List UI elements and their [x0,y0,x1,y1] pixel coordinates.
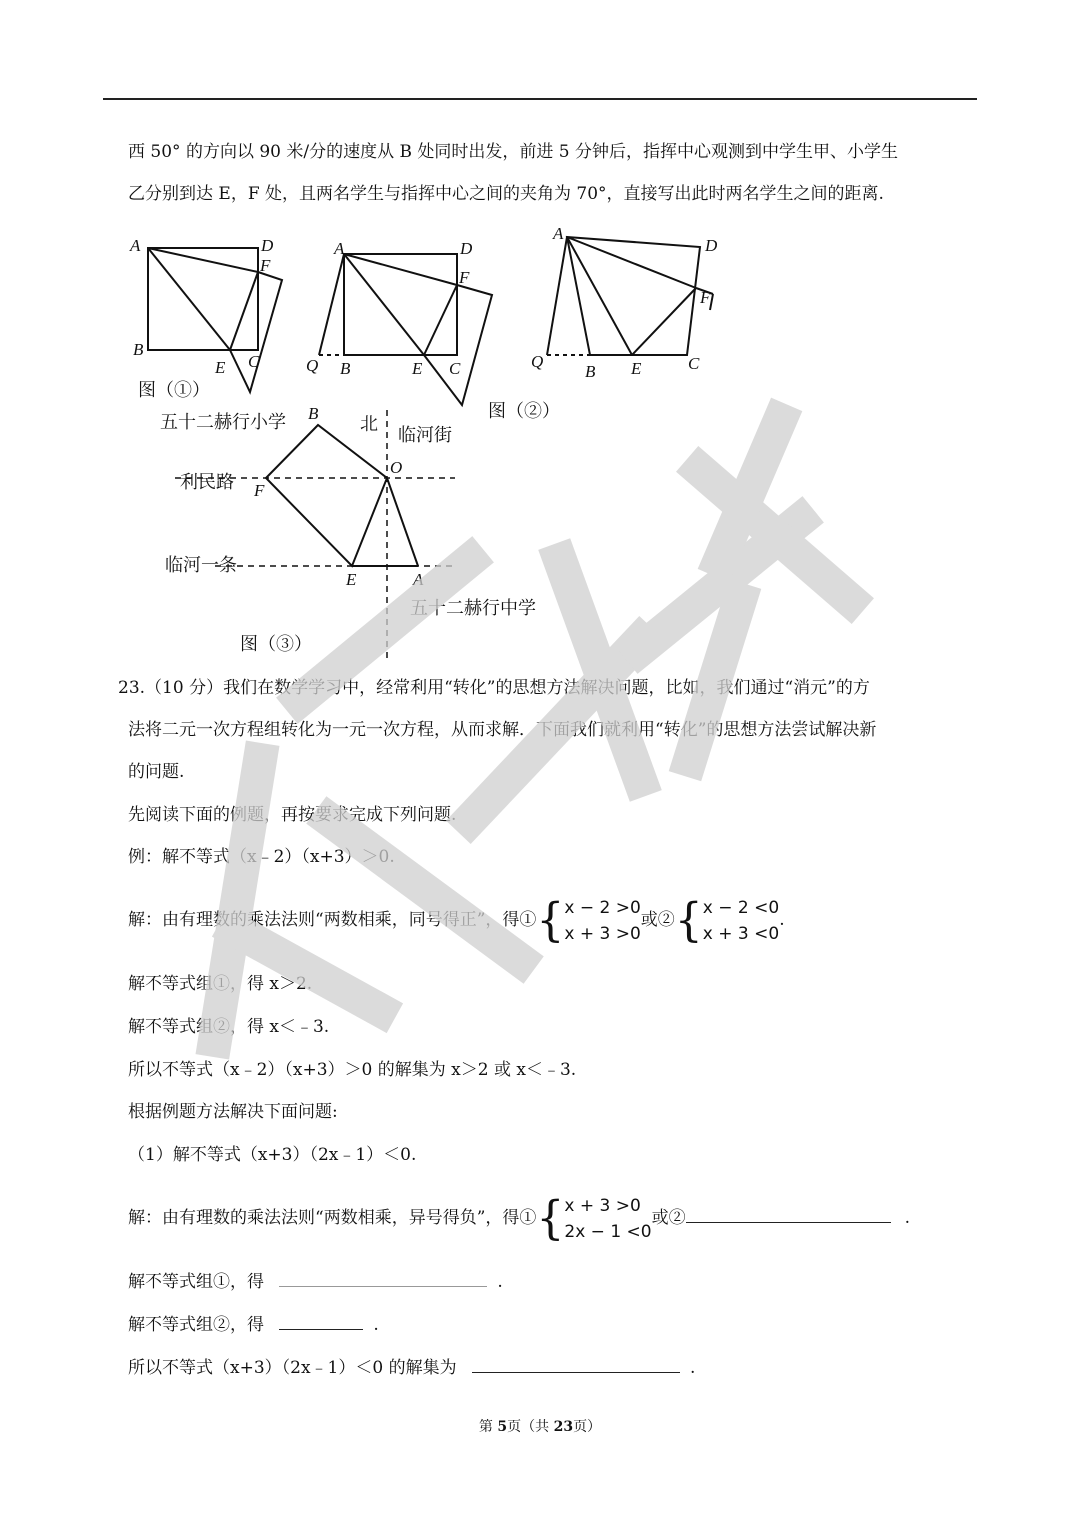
q23-intro-2: 法将二元一次方程组转化为一元一次方程，从而求解．下面我们就利用“转化”的思想方法尝试解决新 [128,720,877,740]
system-2-row-2: x + 3 <0 [702,923,780,944]
footer-post: 页） [573,1419,602,1435]
point-d-fig2: D [460,239,473,258]
point-a-fig3: A [553,224,564,243]
period-d: . [373,1315,379,1335]
point-b-fig1: B [133,340,144,359]
linhe-street-label: 临河街 [398,425,452,446]
system-1-row-1: x − 2 >0 [564,897,641,918]
answer-blank-2[interactable] [279,1313,363,1330]
point-d-fig1: D [261,236,274,255]
footer-mid: 页（共 [507,1419,554,1435]
linhe-yitiao-label: 临河一条 [165,555,237,576]
q23-method: 根据例题方法解决下面问题: [128,1102,338,1122]
or-two-b: 或② [651,1208,686,1228]
blank-1-label: 解不等式组①，得 [128,1272,264,1292]
point-e-map: E [346,570,357,589]
q23-read: 先阅读下面的例题，再按要求完成下列问题. [128,805,457,825]
system-3-row-2: 2x − 1 <0 [564,1221,652,1242]
q23-step-1: 解不等式组①，得 x＞2. [128,974,313,994]
point-q-fig2: Q [306,356,319,375]
point-c-fig2: C [449,359,461,378]
footer-page-number: 5 [497,1419,508,1435]
point-o-map: O [390,458,403,477]
q23-solution-line [128,894,785,947]
north-label: 北 [360,414,378,435]
system-3-row-1: x + 3 >0 [564,1195,641,1216]
footer-total-pages: 23 [553,1419,574,1435]
point-c-fig3: C [688,354,700,373]
q23-conclusion: 所以不等式（x﹣2）（x+3）＞0 的解集为 x＞2 或 x＜﹣3. [128,1060,577,1080]
point-f-map: F [254,481,265,500]
period: . [779,910,785,930]
footer-pre: 第 [478,1419,498,1435]
q23-example: 例：解不等式（x﹣2）（x+3）＞0. [128,847,395,867]
point-e-fig2: E [412,359,423,378]
point-b-fig2: B [340,359,351,378]
blank-3-label: 所以不等式（x+3）（2x﹣1）＜0 的解集为 [128,1358,457,1378]
period-b: . [904,1208,911,1228]
point-a-fig2: A [334,239,345,258]
page-footer [0,1416,1080,1436]
point-c-fig1: C [248,352,260,371]
period-c: . [497,1272,503,1292]
q23-blank-line-2 [128,1313,379,1337]
primary-school-label: 五十二赫行小学 [160,412,286,433]
answer-blank-1[interactable] [279,1270,487,1287]
q23-solution-2-line [128,1192,910,1245]
geometry-figures [0,0,1080,680]
middle-school-label: 五十二赫行中学 [410,598,536,619]
system-1-row-2: x + 3 >0 [564,923,641,944]
point-f-fig3: F [700,288,711,307]
point-a-map: A [413,570,424,589]
point-f-fig2: F [459,268,470,287]
point-e-fig3: E [631,359,642,378]
solution-prefix: 解：由有理数的乘法法则“两数相乘，同号得正”，得① [128,910,537,930]
or-two: 或② [640,910,675,930]
point-f-fig1: F [260,256,271,275]
figure-1-label: 图（①） [138,380,210,401]
point-e-fig1: E [215,358,226,377]
system-2: { x − 2 <0 x + 3 <0 [674,893,780,947]
system-3: { x + 3 >0 2x − 1 <0 [536,1191,652,1245]
solution-2-prefix: 解：由有理数的乘法法则“两数相乘，异号得负”，得① [128,1208,537,1228]
q23-step-2: 解不等式组②，得 x＜﹣3. [128,1017,330,1037]
system-2-row-1: x − 2 <0 [702,897,780,918]
text-line-1: 西 50° 的方向以 90 米/分的速度从 B 处同时出发，前进 5 分钟后，指挥中心观测到中学生甲、小学生 [128,142,899,162]
period-e: . [690,1358,696,1378]
figure-3-label: 图（③） [240,634,312,655]
text-line-2: 乙分别到达 E，F 处，且两名学生与指挥中心之间的夹角为 70°，直接写出此时两名学生之间的距离. [128,184,884,204]
figure-3-right [547,237,713,355]
point-d-fig3: D [705,236,718,255]
answer-blank-3[interactable] [472,1356,680,1373]
answer-blank-system-2[interactable] [686,1206,891,1223]
limin-road-label: 利民路 [180,472,234,493]
blank-2-label: 解不等式组②，得 [128,1315,264,1335]
point-q-fig3: Q [531,352,544,371]
figure-3-map [175,410,455,660]
q23-part-1: （1）解不等式（x+3）（2x﹣1）＜0. [128,1145,417,1165]
point-b-fig3: B [585,362,596,381]
point-b-map: B [308,404,319,423]
q23-intro-3: 的问题. [128,762,185,782]
q23-blank-line-1 [128,1270,503,1294]
system-1: { x − 2 >0 x + 3 >0 [536,893,641,947]
q23-blank-line-3 [128,1356,695,1380]
point-a-fig1: A [130,236,141,255]
q23-intro-1: 23.（10 分）我们在数学学习中，经常利用“转化”的思想方法解决问题，比如，我们通过“消元”的方 [118,678,870,698]
figure-2-label: 图（②） [488,401,560,422]
